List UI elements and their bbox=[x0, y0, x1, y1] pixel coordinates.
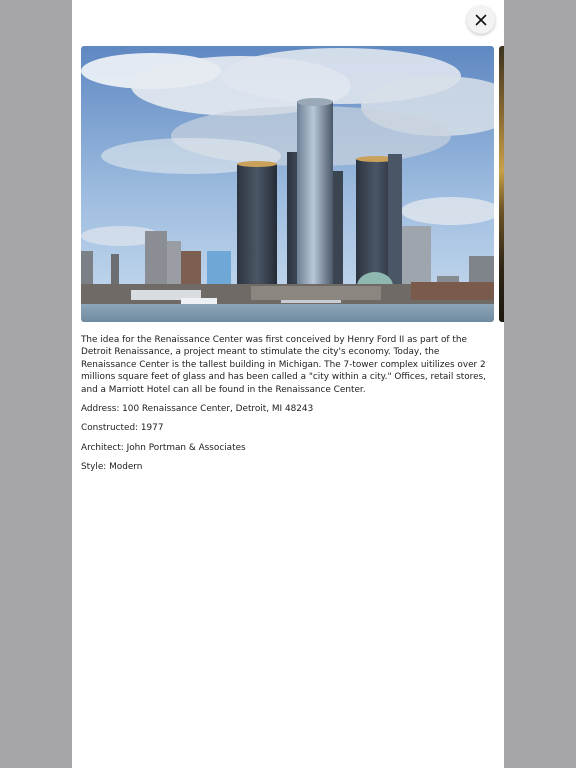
style-text: Style: Modern bbox=[81, 462, 143, 473]
detail-sheet bbox=[72, 0, 504, 768]
close-button[interactable] bbox=[467, 6, 495, 34]
description-text: The idea for the Renaissance Center was first conceived by Henry Ford II as part of the Detroit Renaissance, a project meant to stimulate the city's economy. Today, the Renaissance Center is the tallest building in Michigan. The 7-tower complex uitilizes over 2 millions square feet of glass and has been called a "city within a city." Offices, retail stores, and a Marriott Hotel can all be found in the Renaissance Center. bbox=[81, 335, 487, 395]
next-photo-peek[interactable] bbox=[499, 46, 504, 322]
architect-text: Architect: John Portman & Associates bbox=[81, 442, 246, 453]
address-text: Address: 100 Renaissance Center, Detroit, MI 48243 bbox=[81, 404, 314, 415]
renaissance-center-photo bbox=[81, 46, 494, 322]
constructed-text: Constructed: 1977 bbox=[81, 423, 164, 434]
landmark-details bbox=[81, 334, 493, 481]
close-icon bbox=[475, 14, 487, 26]
photo-carousel[interactable] bbox=[81, 46, 504, 322]
